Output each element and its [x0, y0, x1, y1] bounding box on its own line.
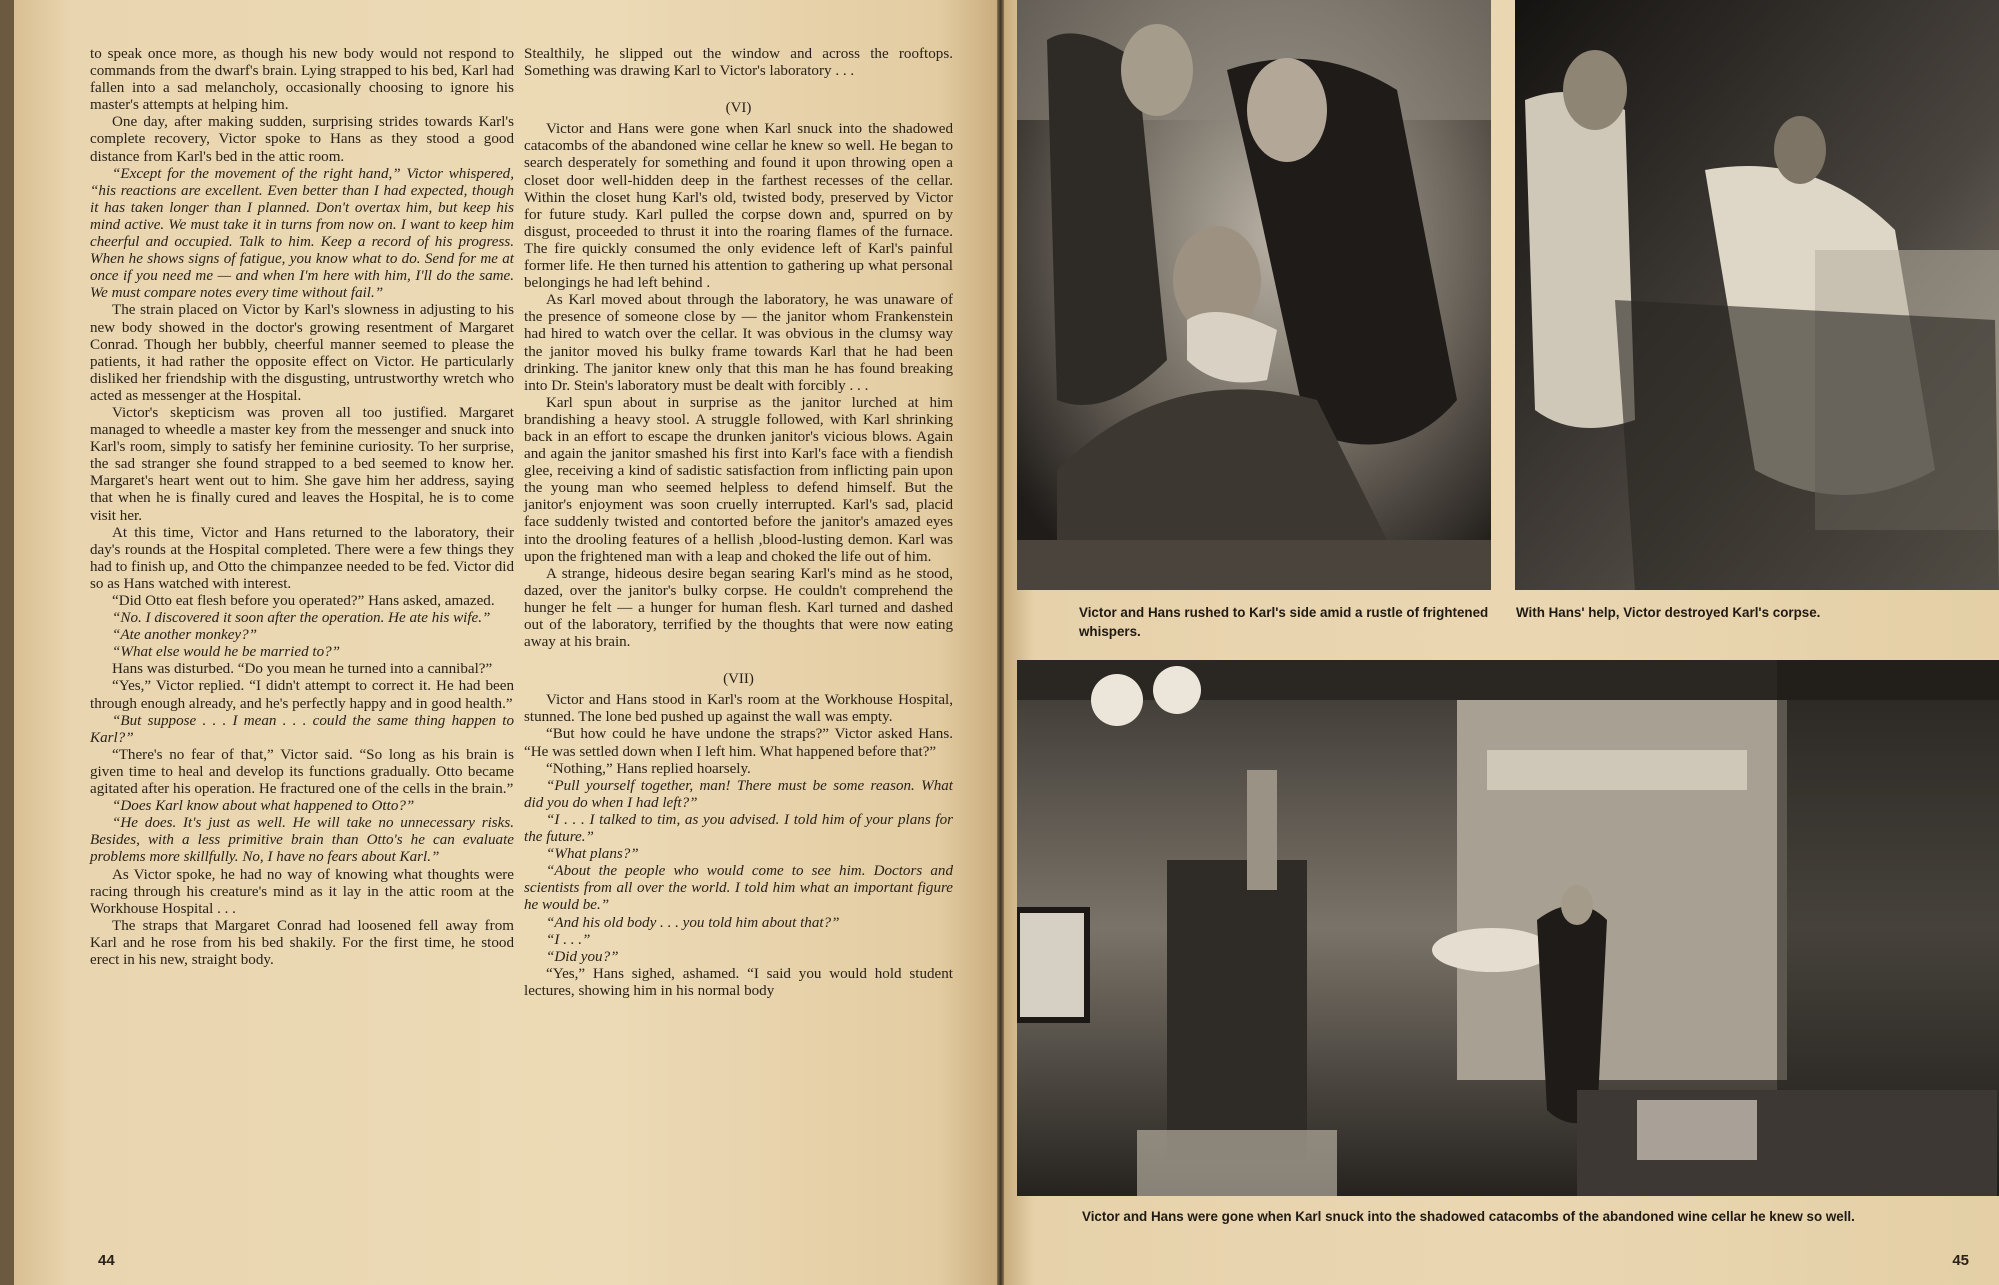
- paragraph: to speak once more, as though his new body would not respond to commands from the dwarf's brain. Lying strapped to his bed, Karl had fallen into a sad melancholy, occasionally choosing to ignore his master's attempts at helping him.: [90, 46, 514, 114]
- paragraph: “Pull yourself together, man! There must be some reason. What did you do when I had left?”: [524, 777, 953, 811]
- paragraph: “There's no fear of that,” Victor said. “So long as his brain is given time to heal and develop its functions gradually. Otto became agitated after his operation. He fractured one of the cells in the brain.”: [90, 746, 514, 798]
- paragraph: “No. I discovered it soon after the operation. He ate his wife.”: [112, 610, 491, 627]
- photo-wine-cellar-laboratory: [1017, 660, 1999, 1196]
- paragraph: “Ate another monkey?”: [112, 627, 258, 644]
- paragraph: As Victor spoke, he had no way of knowing what thoughts were racing through his creature's mind as it lay in the attic room at the Workhouse Hospital . . .: [90, 866, 514, 917]
- section-heading: (VII): [723, 671, 754, 688]
- text-column-2: [524, 46, 953, 1000]
- paragraph: “I . . . I talked to tim, as you advised. I told him of your plans for the future.”: [524, 811, 953, 846]
- page-number-right: 45: [1952, 1252, 1969, 1269]
- paragraph: The strain placed on Victor by Karl's slowness in adjusting to his new body showed in the doctor's growing resentment of Margaret Conrad. Though her bubbly, cheerful manner seemed to please the patients, it had rather the opposite effect on Victor. He particularly disliked her friendship with the disgusting, untrustworthy wretch who acted as messenger at the Hospital.: [90, 302, 514, 404]
- section-heading: (VI): [725, 100, 752, 117]
- paragraph: “And his old body . . . you told him about that?”: [546, 914, 840, 931]
- paragraph: Karl spun about in surprise as the janitor lurched at him brandishing a heavy stool. A struggle followed, with Karl shrinking back in an effort to escape the drunken janitor's vicious blows. Again and again the janitor smashed his first into Karl's face with a fiendish glee, receiving a kind of sadistic satisfaction from inflicting pain upon the young man who seemed helpless to defend himself. But the janitor's enjoyment was soon cruelly interrupted. Karl's sad, placid face suddenly twisted and contorted before the janitor's amazed eyes into the drooling features of a hellish ,blood-lusting demon. Karl was upon the frightened man with a leap and choked the life out of him.: [524, 394, 953, 565]
- paragraph: “What plans?”: [546, 846, 639, 863]
- paragraph: “I . . .”: [546, 931, 591, 948]
- photo-destroying-corpse: [1515, 0, 1999, 590]
- paragraph: “Except for the movement of the right hand,” Victor whispered, “his reactions are excellent. Even better than I had expected, though it has taken longer than I planned. Don't overtax him, but keep his mind active. We must take it in turns from now on. I want to keep him cheerful and occupied. Talk to him. Keep a record of his progress. When he shows signs of fatigue, you know what to do. Send for me at once if you need me — and when I'm here with him, I'll do the same. We must compare notes every time without fail.”: [90, 165, 514, 302]
- paragraph: “Did you?”: [546, 948, 619, 965]
- paragraph: “But how could he have undone the straps?” Victor asked Hans. “He was settled down when I left him. What happened before that?”: [524, 726, 953, 760]
- paragraph: Hans was disturbed. “Do you mean he turned into a cannibal?”: [112, 661, 493, 678]
- paragraph: Victor and Hans were gone when Karl snuck into the shadowed catacombs of the abandoned wine cellar he knew so well. He began to search desperately for something and found it upon throwing open a closet door well-hidden deep in the farthest recesses of the cellar. Within the closet hung Karl's old, twisted body, preserved by Victor for future study. Karl pulled the corpse down and, spurred on by disgust, proceeded to thrust it into the roaring flames of the furnace. The fire quickly consumed the only evidence left of Karl's painful former life. He then turned his attention to gathering up what personal belongings he had left behind .: [524, 121, 953, 292]
- paragraph: “Did Otto eat flesh before you operated?” Hans asked, amazed.: [112, 593, 495, 609]
- paragraph: At this time, Victor and Hans returned to the laboratory, their day's rounds at the Hospital completed. There were a few things they had to finish up, and Otto the chimpanzee needed to be fed. Victor did so as Hans watched with interest.: [90, 524, 514, 592]
- left-page: [14, 0, 997, 1285]
- caption-photo-3: Victor and Hans were gone when Karl snuck into the shadowed catacombs of the abandoned wine cellar he knew so well.: [1082, 1209, 1855, 1224]
- paragraph: One day, after making sudden, surprising strides towards Karl's complete recovery, Victor spoke to Hans as they stood a good distance from Karl's bed in the attic room.: [90, 114, 514, 165]
- paragraph: “About the people who would come to see him. Doctors and scientists from all over the world. I told him what an important figure he would be.”: [524, 863, 953, 914]
- paragraph: Stealthily, he slipped out the window and across the rooftops. Something was drawing Karl to Victor's laboratory . . .: [524, 46, 953, 80]
- text-column-1: [90, 46, 514, 969]
- caption-photo-2: With Hans' help, Victor destroyed Karl's corpse.: [1516, 605, 1821, 620]
- paragraph: The straps that Margaret Conrad had loosened fell away from Karl and he rose from his bed shakily. For the first time, he stood erect in his new, straight body.: [90, 917, 514, 968]
- paragraph: “Yes,” Victor replied. “I didn't attempt to correct it. He had been through enough already, and he's perfectly happy and in good health.”: [90, 678, 514, 712]
- book-gutter: [997, 0, 1004, 1285]
- paragraph: “Does Karl know about what happened to Otto?”: [112, 798, 415, 815]
- paragraph: “Nothing,” Hans replied hoarsely.: [546, 760, 751, 777]
- paragraph: “He does. It's just as well. He will take no unnecessary risks. Besides, with a less primitive brain than Otto's he can evaluate problems more skillfully. No, I have no fears about Karl.”: [90, 815, 514, 866]
- right-page: [1004, 0, 1999, 1285]
- caption-photo-1: Victor and Hans rushed to Karl's side amid a rustle of frightened whispers.: [1079, 605, 1489, 639]
- page-number-left: 44: [98, 1252, 115, 1269]
- paragraph: As Karl moved about through the laboratory, he was unaware of the presence of someone close by — the janitor whom Frankenstein had hired to watch over the cellar. It was obvious in the clumsy way the janitor moved his bulky frame towards Karl that he had been drinking. The janitor knew only that this man he has found breaking into Dr. Stein's laboratory must be dealt with forcibly . . .: [524, 292, 953, 394]
- paragraph: “But suppose . . . I mean . . . could the same thing happen to Karl?”: [90, 712, 514, 746]
- paragraph: A strange, hideous desire began searing Karl's mind as he stood, dazed, over the janitor's bulky corpse. He couldn't comprehend the hunger he felt — a hunger for human flesh. Karl turned and dashed out of the laboratory, terrified by the thoughts that were now eating away at his brain.: [524, 565, 953, 651]
- paragraph: “Yes,” Hans sighed, ashamed. “I said you would hold student lectures, showing him in his normal body: [524, 965, 953, 999]
- photo-karl-on-floor: [1017, 0, 1491, 590]
- paragraph: Victor's skepticism was proven all too justified. Margaret managed to wheedle a master key from the messenger and snuck into Karl's room, simply to satisfy her feminine curiosity. To her surprise, the sad stranger she found strapped to a bed seemed to know her. Margaret's heart went out to him. She gave him her address, saying that when he is finally cured and leaves the Hospital, he is to come visit her.: [90, 404, 514, 524]
- paragraph: “What else would he be married to?”: [112, 644, 341, 661]
- paragraph: Victor and Hans stood in Karl's room at the Workhouse Hospital, stunned. The lone bed pushed up against the wall was empty.: [524, 692, 953, 726]
